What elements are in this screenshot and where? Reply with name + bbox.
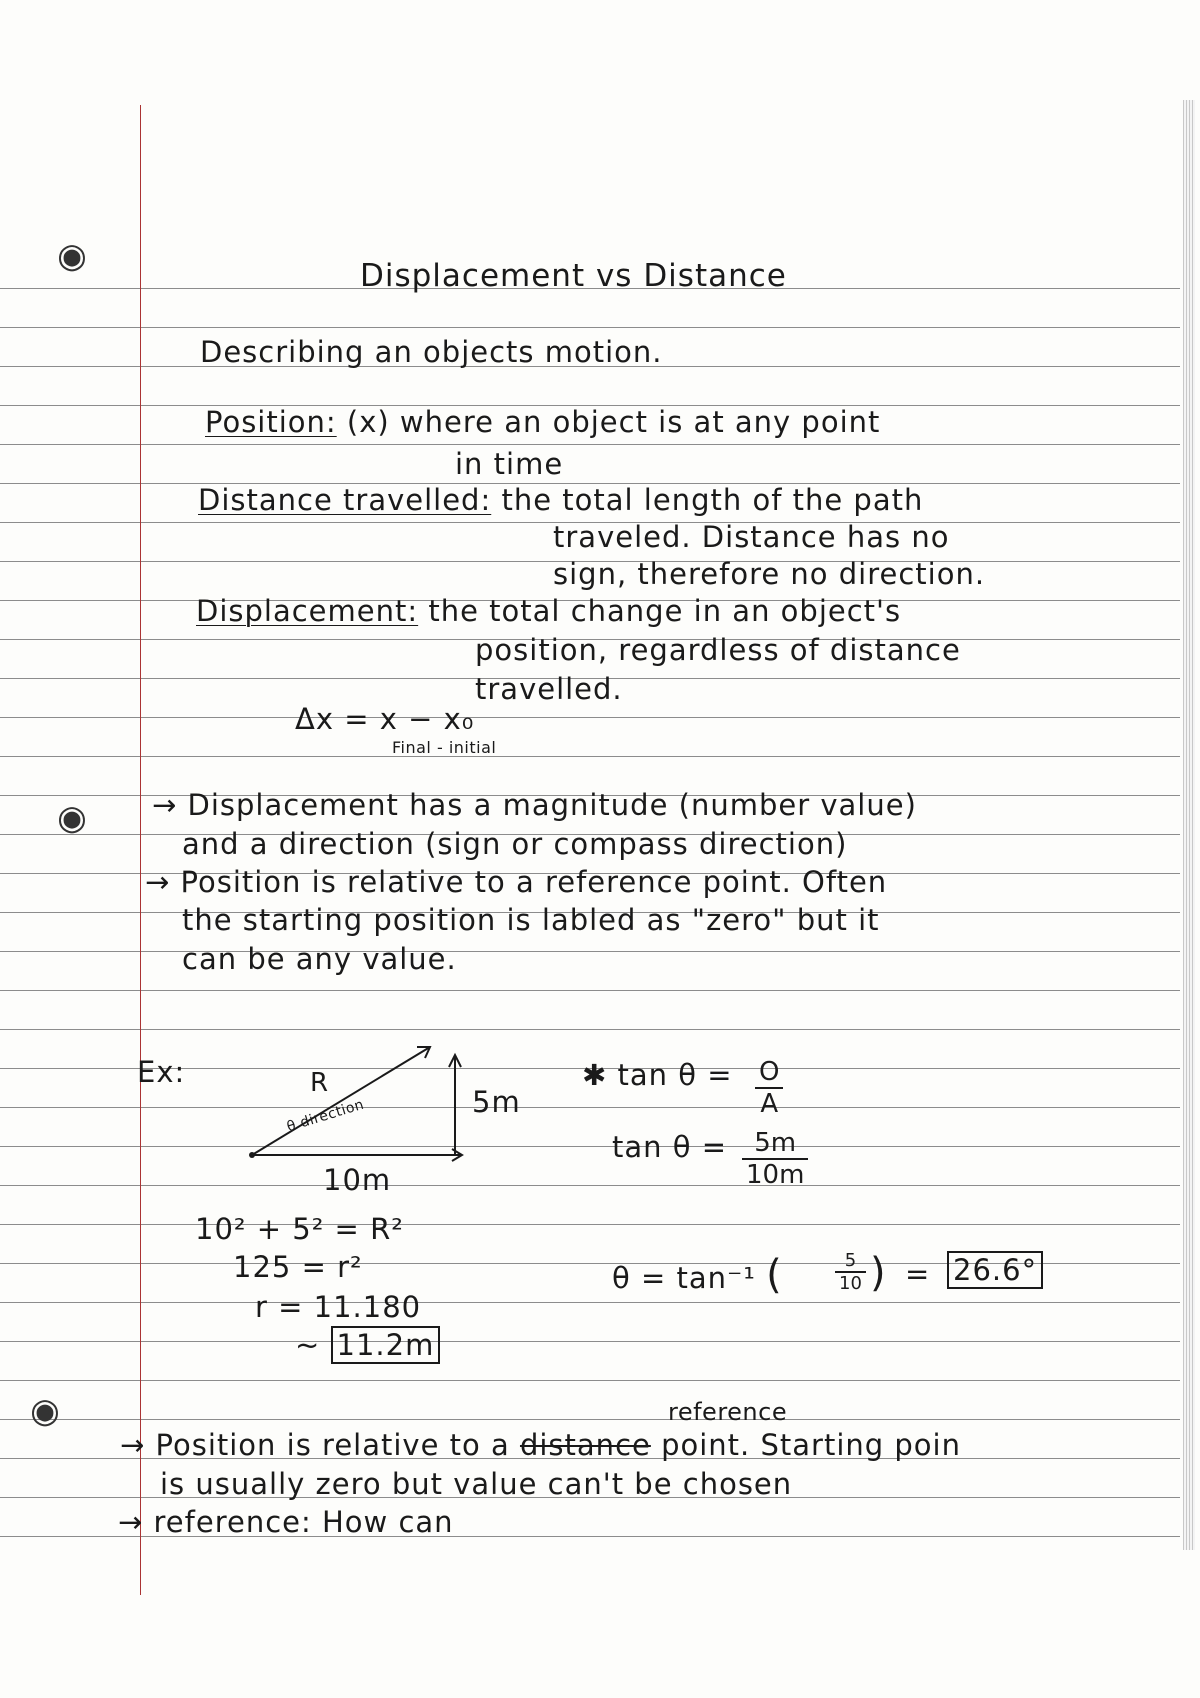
rule-line	[0, 990, 1180, 991]
pythagoras-line-2: 125 = r²	[233, 1250, 363, 1284]
resultant-answer	[295, 1328, 440, 1362]
tan-definition-lhs: tan θ =	[617, 1058, 733, 1092]
bottom-line-3: → reference: How can	[118, 1505, 454, 1539]
bottom-line-1-end: point. Starting poin	[661, 1428, 961, 1462]
angle-answer	[947, 1253, 1043, 1287]
rule-line	[0, 444, 1180, 445]
rule-line	[0, 327, 1180, 328]
rule-line	[0, 951, 1180, 952]
distance-line-2: traveled. Distance has no	[553, 520, 950, 554]
example-label: Ex:	[137, 1055, 186, 1089]
angle-answer-box: 26.6°	[947, 1251, 1043, 1289]
position-line-1: where an object is at any point	[399, 405, 881, 439]
displacement-formula: Δx = x − x₀	[295, 702, 475, 736]
angle-denominator: 10	[839, 1273, 862, 1294]
position-line-2: in time	[455, 447, 564, 481]
rule-line	[0, 756, 1180, 757]
rule-line	[0, 1341, 1180, 1342]
bottom-line-1-start: → Position is relative to a	[120, 1428, 510, 1462]
note-line-2: and a direction (sign or compass direction)	[182, 827, 848, 861]
resultant-vector	[252, 1047, 430, 1155]
displacement-definition	[196, 594, 901, 628]
rule-line	[0, 1146, 1180, 1147]
resultant-label: R	[310, 1068, 330, 1098]
page-edge	[1183, 100, 1195, 1550]
angle-label: θ direction	[285, 1096, 367, 1136]
angle-equation-lhs: θ = tan⁻¹ (	[612, 1252, 783, 1298]
tan-definition	[582, 1058, 733, 1092]
pythagoras-line-3: r = 11.180	[255, 1290, 422, 1324]
distance-line-1: the total length of the path	[501, 483, 924, 517]
approx-symbol: ~	[295, 1328, 321, 1362]
horizontal-label: 10m	[323, 1163, 392, 1197]
rule-line	[0, 717, 1180, 718]
note-line-3: → Position is relative to a reference point. Often	[145, 865, 888, 899]
tan-values-lhs: tan θ =	[612, 1130, 727, 1164]
distance-line-3: sign, therefore no direction.	[553, 557, 986, 591]
struck-word: distance	[519, 1428, 651, 1462]
tan-definition-denominator: A	[760, 1089, 779, 1119]
angle-lhs: θ = tan⁻¹	[612, 1261, 756, 1295]
angle-close-paren: )	[870, 1250, 887, 1296]
distance-term: Distance travelled:	[198, 483, 492, 517]
tan-values-fraction	[742, 1128, 808, 1190]
rule-line	[0, 1419, 1180, 1420]
angle-fraction	[835, 1250, 866, 1294]
note-line-1: → Displacement has a magnitude (number value)	[152, 788, 917, 822]
resultant-answer-box: 11.2m	[331, 1326, 441, 1364]
binder-ring-icon: ◉	[57, 236, 87, 276]
origin-dot	[249, 1152, 255, 1158]
rule-line	[0, 1029, 1180, 1030]
intro-text: Describing an objects motion.	[200, 335, 663, 369]
inserted-word: reference	[668, 1398, 788, 1426]
binder-ring-icon: ◉	[57, 798, 87, 838]
tan-definition-fraction	[755, 1057, 783, 1119]
position-term: Position:	[205, 405, 337, 439]
binder-ring-icon: ◉	[30, 1391, 60, 1431]
tan-values-numerator: 5m	[742, 1128, 808, 1160]
bottom-line-1	[120, 1428, 961, 1462]
displacement-line-1: the total change in an object's	[428, 594, 902, 628]
rule-line	[0, 1107, 1180, 1108]
distance-definition	[198, 483, 923, 517]
tan-definition-numerator: O	[755, 1057, 783, 1089]
note-line-4: the starting position is labled as "zero" but it	[182, 903, 880, 937]
margin-line	[140, 105, 141, 1595]
vertical-label: 5m	[472, 1085, 521, 1119]
angle-numerator: 5	[835, 1250, 866, 1273]
bottom-line-2: is usually zero but value can't be chosen	[160, 1467, 793, 1501]
position-symbol: (x)	[346, 405, 390, 439]
note-line-5: can be any value.	[182, 942, 457, 976]
displacement-line-2: position, regardless of distance	[475, 633, 961, 667]
rule-line	[0, 1302, 1180, 1303]
angle-equals: =	[905, 1257, 931, 1291]
displacement-term: Displacement:	[196, 594, 419, 628]
rule-line	[0, 1185, 1180, 1186]
rule-line	[0, 1224, 1180, 1225]
star-icon: ✱	[582, 1058, 608, 1092]
rule-line	[0, 1380, 1180, 1381]
displacement-line-3: travelled.	[475, 672, 623, 706]
pythagoras-line-1: 10² + 5² = R²	[195, 1212, 404, 1246]
tan-values-denominator: 10m	[746, 1160, 805, 1190]
page-title: Displacement vs Distance	[360, 258, 787, 294]
position-definition	[205, 405, 880, 439]
formula-caption: Final - initial	[392, 738, 497, 757]
